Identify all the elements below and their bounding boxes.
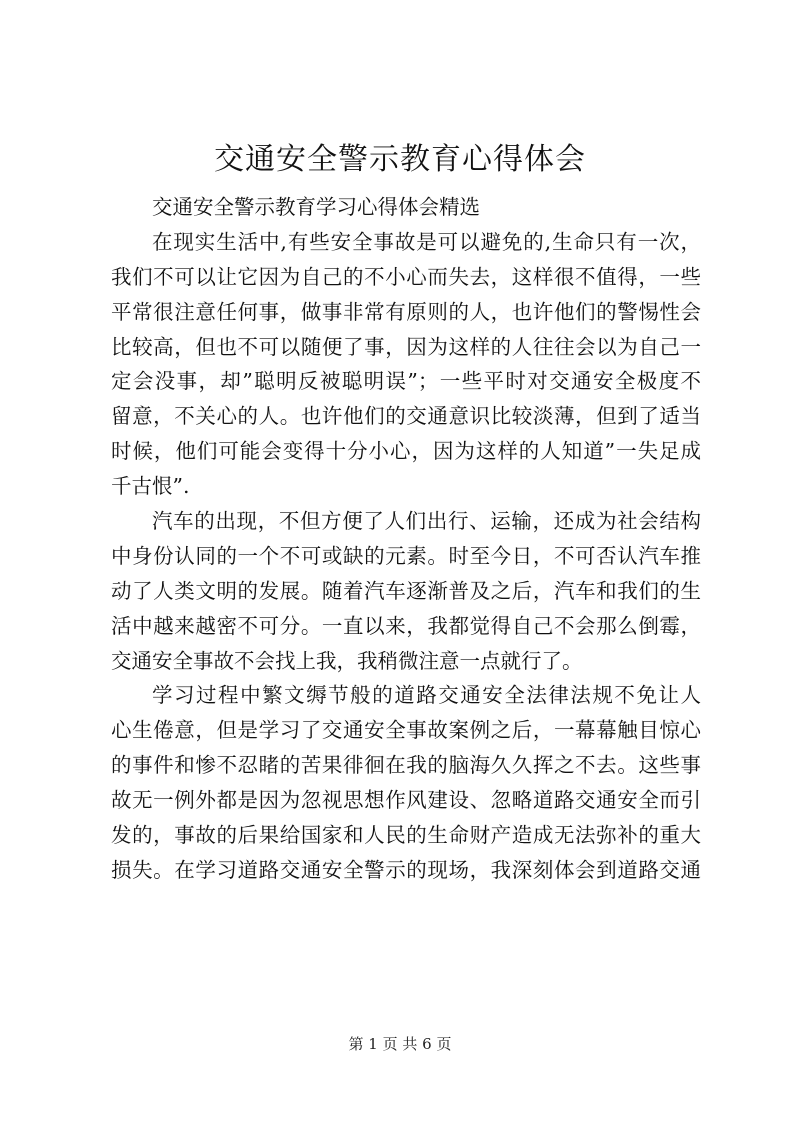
- text-line: 我们不可以让它因为自己的不小心而失去，这样很不值得，一些: [111, 264, 701, 289]
- text-line: 故无一例外都是因为忽视思想作风建设、忽略道路交通安全而引: [111, 788, 701, 813]
- text-line: 中身份认同的一个不可或缺的元素。时至今日，不可否认汽车推: [111, 543, 701, 568]
- text-line: 活中越来越密不可分。一直以来，我都觉得自己不会那么倒霉，: [111, 613, 701, 638]
- text-line: 交通安全警示教育学习心得体会精选: [152, 195, 480, 219]
- text-line: 时候，他们可能会变得十分小心，因为这样的人知道”一失足成: [111, 439, 701, 464]
- page-footer: 第 1 页 共 6 页: [348, 1035, 452, 1053]
- text-line: 学习过程中繁文缛节般的道路交通安全法律法规不免让人: [152, 683, 701, 708]
- text-line: 千古恨”.: [111, 474, 190, 499]
- page-title: 交通安全警示教育心得体会: [214, 142, 586, 177]
- text-line: 定会没事，却”聪明反被聪明误”；一些平时对交通安全极度不: [111, 369, 701, 394]
- text-line: 在现实生活中,有些安全事故是可以避免的,生命只有一次，: [152, 229, 701, 254]
- text-line: 的事件和惨不忍睹的苦果徘徊在我的脑海久久挥之不去。这些事: [111, 753, 701, 778]
- document-body: [111, 190, 701, 888]
- text-line: 比较高，但也不可以随便了事，因为这样的人往往会以为自己一: [111, 334, 701, 359]
- text-line: 汽车的出现，不但方便了人们出行、运输，还成为社会结构: [152, 509, 701, 534]
- text-line: 留意，不关心的人。也许他们的交通意识比较淡薄，但到了适当: [111, 404, 701, 429]
- text-line: 交通安全事故不会找上我，我稍微注意一点就行了。: [111, 648, 583, 673]
- text-line: 动了人类文明的发展。随着汽车逐渐普及之后，汽车和我们的生: [111, 578, 701, 603]
- text-line: 损失。在学习道路交通安全警示的现场，我深刻体会到道路交通: [111, 857, 701, 882]
- text-line: 心生倦意，但是学习了交通安全事故案例之后，一幕幕触目惊心: [111, 718, 701, 743]
- text-line: 平常很注意任何事，做事非常有原则的人，也许他们的警惕性会: [111, 299, 701, 324]
- text-line: 发的，事故的后果给国家和人民的生命财产造成无法弥补的重大: [111, 823, 701, 848]
